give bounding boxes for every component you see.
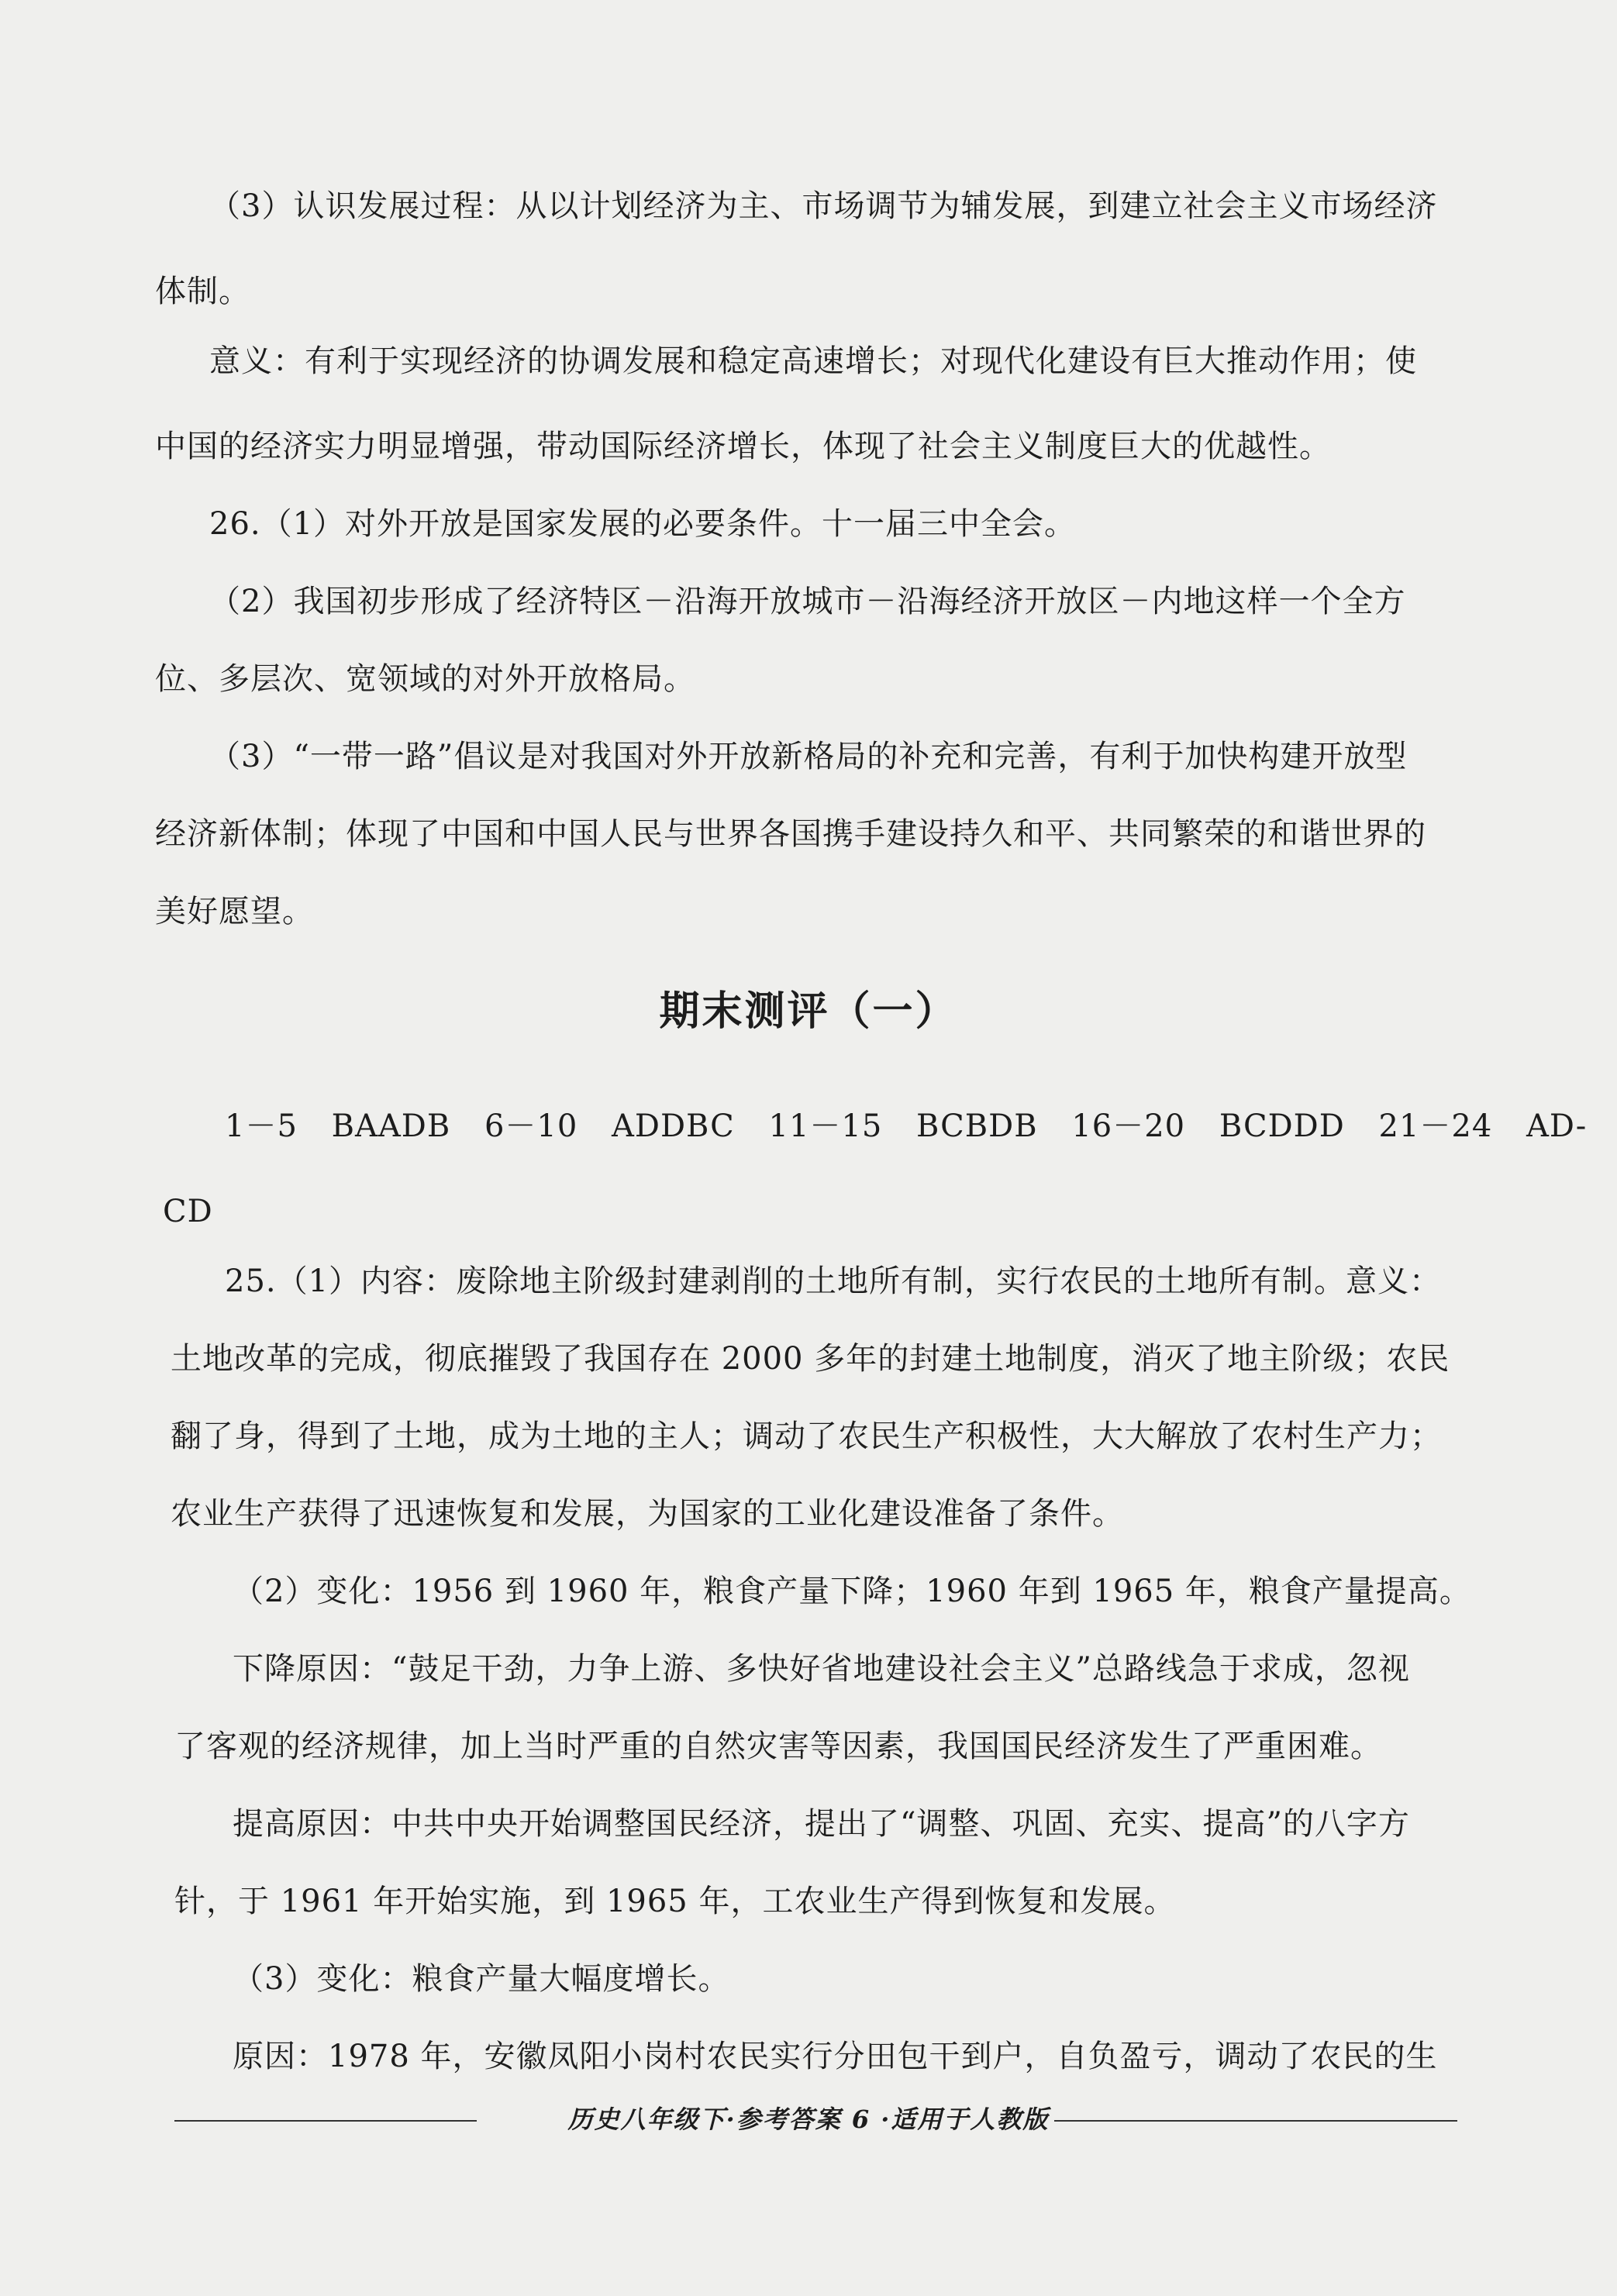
paragraph: 意义：有利于实现经济的协调发展和稳定高速增长；对现代化建设有巨大推动作用；使 bbox=[209, 343, 1417, 379]
paragraph: （2）变化：1956 到 1960 年，粮食产量下降；1960 年到 1965 年，粮食产量提高。 bbox=[233, 1574, 1471, 1609]
answer-key-line: 1－5 BAADB 6－10 ADDBC 11－15 BCBDB 16－20 BCDDD 21－24 AD- bbox=[225, 1108, 1588, 1144]
section-title: 期末测评（一） bbox=[659, 988, 958, 1035]
paragraph: 了客观的经济规律，加上当时严重的自然灾害等因素，我国国民经济发生了严重困难。 bbox=[174, 1729, 1382, 1764]
page-footer: 历史八年级下·参考答案 6 ·适用于人教版 bbox=[567, 2105, 1050, 2134]
paragraph: 农业生产获得了迅速恢复和发展，为国家的工业化建设准备了条件。 bbox=[171, 1496, 1124, 1532]
paragraph: 美好愿望。 bbox=[155, 894, 314, 929]
paragraph: （3）认识发展过程：从以计划经济为主、市场调节为辅发展，到建立社会主义市场经济 bbox=[209, 188, 1438, 224]
paragraph: 26.（1）对外开放是国家发展的必要条件。十一届三中全会。 bbox=[209, 506, 1077, 542]
paragraph: （2）我国初步形成了经济特区－沿海开放城市－沿海经济开放区－内地这样一个全方 bbox=[209, 584, 1406, 619]
paragraph: 25.（1）内容：废除地主阶级封建剥削的土地所有制，实行农民的土地所有制。意义： bbox=[225, 1263, 1442, 1299]
paragraph: 翻了身，得到了土地，成为土地的主人；调动了农民生产积极性，大大解放了农村生产力； bbox=[171, 1419, 1442, 1454]
paragraph: 经济新体制；体现了中国和中国人民与世界各国携手建设持久和平、共同繁荣的和谐世界的 bbox=[155, 816, 1426, 852]
paragraph: 针，于 1961 年开始实施，到 1965 年，工农业生产得到恢复和发展。 bbox=[174, 1884, 1176, 1919]
paragraph: 提高原因：中共中央开始调整国民经济，提出了“调整、巩固、充实、提高”的八字方 bbox=[233, 1806, 1410, 1842]
answer-key-line: CD bbox=[163, 1194, 213, 1229]
paragraph: 土地改革的完成，彻底摧毁了我国存在 2000 多年的封建土地制度，消灭了地主阶级；农民 bbox=[171, 1341, 1450, 1377]
paragraph: （3）变化：粮食产量大幅度增长。 bbox=[233, 1961, 730, 1997]
paragraph: （3）“一带一路”倡议是对我国对外开放新格局的补充和完善，有利于加快构建开放型 bbox=[209, 739, 1408, 774]
paragraph: 下降原因：“鼓足干劲，力争上游、多快好省地建设社会主义”总路线急于求成，忽视 bbox=[233, 1651, 1410, 1687]
paragraph: 中国的经济实力明显增强，带动国际经济增长，体现了社会主义制度巨大的优越性。 bbox=[155, 429, 1331, 464]
paragraph: 位、多层次、宽领域的对外开放格局。 bbox=[155, 661, 695, 697]
paragraph: 体制。 bbox=[155, 274, 250, 309]
paragraph: 原因：1978 年，安徽凤阳小岗村农民实行分田包干到户，自负盈亏，调动了农民的生 bbox=[233, 2039, 1438, 2074]
